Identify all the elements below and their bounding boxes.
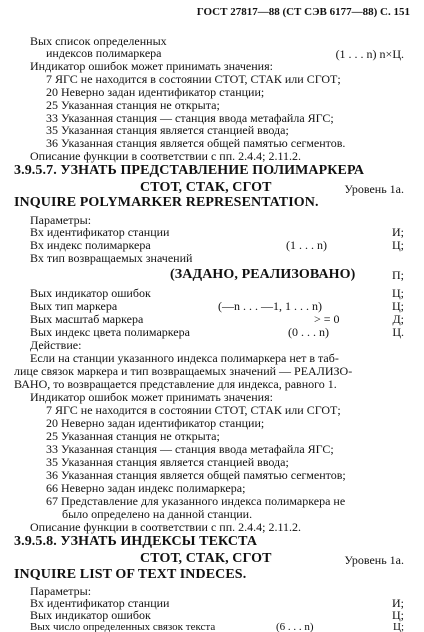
param-type: Ц; xyxy=(392,286,404,300)
text-line: Параметры: xyxy=(30,213,92,227)
param-line: Вых число определенных связок текста xyxy=(30,621,216,632)
text-line: индексов полимаркера xyxy=(46,46,162,60)
param-line: Вх идентификатор станции xyxy=(30,596,170,610)
error-item: 33 Указанная станция — станция ввода метафайла ЯГС; xyxy=(46,111,334,125)
error-item: 36 Указанная станция является общей памятью сегментов. xyxy=(46,136,346,150)
param-line: Вых индикатор ошибок xyxy=(30,286,151,300)
error-item: 20 Неверно задан идентификатор станции; xyxy=(46,85,265,99)
param-line: Вх индекс полимаркера xyxy=(30,238,151,252)
param-type: Д; xyxy=(392,312,404,326)
error-item: было определено на данной станции. xyxy=(62,507,253,521)
error-item: 66 Неверно задан индекс полимаркера; xyxy=(46,481,246,495)
param-type: И; xyxy=(392,596,404,610)
param-line: Вых индикатор ошибок xyxy=(30,608,151,622)
param-line: Вых тип маркера xyxy=(30,299,118,313)
param-line: Вых индекс цвета полимаркера xyxy=(30,325,190,339)
param-line: Вых масштаб маркера xyxy=(30,312,144,326)
section-states: СТОТ, СТАК, СГОТ xyxy=(140,551,272,566)
error-item: 25 Указанная станция не открыта; xyxy=(46,429,220,443)
param-range: (ЗАДАНО, РЕАЛИЗОВАНО) xyxy=(170,267,356,282)
param-range: > = 0 xyxy=(314,312,340,326)
param-type: Ц; xyxy=(392,608,404,622)
section-english-title: INQUIRE LIST OF TEXT INDECES. xyxy=(14,567,247,582)
error-item: 36 Указанная станция является общей памятью сегментов; xyxy=(46,468,346,482)
text-line: Описание функции в соответствии с пп. 2.4.4; 2.11.2. xyxy=(30,520,302,534)
error-item: 7 ЯГС не находится в состоянии СТОТ, СТАК или СГОТ; xyxy=(46,403,341,417)
error-item: 25 Указанная станция не открыта; xyxy=(46,98,220,112)
text-line: Параметры: xyxy=(30,584,92,598)
page-header: ГОСТ 27817—88 (СТ СЭВ 6177—88) С. 151 xyxy=(196,6,410,18)
text-line: лице связок маркера и тип возвращаемых значений — РЕАЛИЗО- xyxy=(14,364,353,378)
text-line: Индикатор ошибок может принимать значения: xyxy=(30,59,273,73)
param-type: И; xyxy=(392,225,404,239)
error-item: 20 Неверно задан идентификатор станции; xyxy=(46,416,265,430)
param-range: (6 . . . n) xyxy=(276,621,314,632)
param-line: Вх тип возвращаемых значений xyxy=(30,251,193,265)
error-item: 67 Представление для указанного индекса полимаркера не xyxy=(46,494,346,508)
section-level: Уровень 1a. xyxy=(344,182,404,196)
param-type: П; xyxy=(392,268,404,282)
error-item: 7 ЯГС не находится в состоянии СТОТ, СТАК или СГОТ; xyxy=(46,72,341,86)
text-line: ВАНО, то возвращается представление для индекса, равного 1. xyxy=(14,377,337,391)
text-line: Если на станции указанного индекса полимаркера нет в таб- xyxy=(30,351,339,365)
text-line: Действие: xyxy=(30,338,82,352)
param-range: (1 . . . n) xyxy=(286,238,327,252)
text-line: Описание функции в соответствии с пп. 2.4.4; 2.11.2. xyxy=(30,149,302,163)
param-range: (—n . . . —1, 1 . . . n) xyxy=(218,299,322,313)
section-heading: 3.9.5.8. УЗНАТЬ ИНДЕКСЫ ТЕКСТА xyxy=(14,534,258,549)
param-range: (0 . . . n) xyxy=(288,325,329,339)
param-type: Ц; xyxy=(393,621,404,632)
param-type: Ц; xyxy=(392,299,404,313)
error-item: 35 Указанная станция является станцией ввода; xyxy=(46,123,289,137)
section-level: Уровень 1a. xyxy=(344,553,404,567)
section-english-title: INQUIRE POLYMARKER REPRESENTATION. xyxy=(14,195,319,210)
text-line-value: (1 . . . n) n×Ц. xyxy=(335,47,404,61)
error-item: 33 Указанная станция — станция ввода метафайла ЯГС; xyxy=(46,442,334,456)
param-type: Ц. xyxy=(392,325,404,339)
text-line: Индикатор ошибок может принимать значения: xyxy=(30,390,273,404)
section-states: СТОТ, СТАК, СГОТ xyxy=(140,180,272,195)
text-line: Вых список определенных xyxy=(30,34,167,48)
error-item: 35 Указанная станция является станцией ввода; xyxy=(46,455,289,469)
param-type: Ц; xyxy=(392,238,404,252)
param-line: Вх идентификатор станции xyxy=(30,225,170,239)
section-heading: 3.9.5.7. УЗНАТЬ ПРЕДСТАВЛЕНИЕ ПОЛИМАРКЕРА xyxy=(14,163,365,178)
